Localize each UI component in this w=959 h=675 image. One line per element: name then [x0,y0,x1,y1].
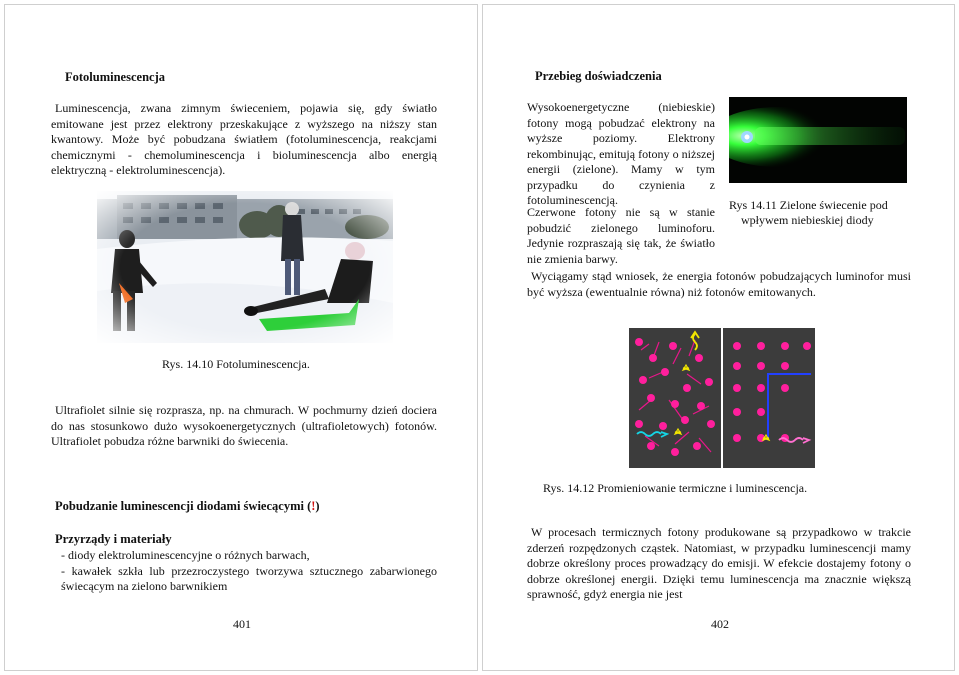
exclamation-mark: ! [311,499,316,513]
led-photo [729,97,907,183]
photo-caption: Rys. 14.10 Fotoluminescencja. [162,357,310,371]
section-heading [55,499,320,514]
sledding-photo [97,191,393,343]
led-caption-line2: wpływem niebieskiej diody [741,213,874,227]
materials-heading: Przyrządy i materiały [55,532,172,546]
materials-item: - diody elektroluminescencyjne o różnych barwach, [61,548,310,562]
section-heading-paren-close: ) [315,499,320,513]
section-heading-paren-open: ( [303,499,312,513]
right-page [482,4,955,671]
led-caption-line1: Rys 14.11 Zielone świecenie pod [729,198,888,212]
right-page-title: Przebieg doświadczenia [535,69,662,83]
page-number-left: 401 [233,617,251,631]
left-page-title: Fotoluminescencja [65,70,165,84]
red-photons-paragraph: Czerwone fotony nie są w stanie pobudzić zielonego luminoforu. Jedynie rozpraszają się tak, że światło nie zmienia barwy. [527,205,715,266]
conclusion-paragraph: Wyciągamy stąd wniosek, że energia fotonów pobudzających luminofor musi być wyższa (ewentualnie równa) niż fotonów emitowanych. [527,269,911,299]
intro-paragraph: Luminescencja, zwana zimnym świeceniem, pojawia się, gdy światło emitowane jest przez elektrony przeskakujące z wyższego na niższy stan kwantowy. Może być pobudzana światłem (fotoluminescencja, reakcjami chemicznymi - chemoluminescencja i bioluminescencja albo energią elektryczną - elektroluminescencja). [51,101,437,177]
diagram-caption: Rys. 14.12 Promieniowanie termiczne i luminescencja. [543,481,808,495]
page-number-right: 402 [711,617,729,631]
luminescence-diagram [723,328,815,468]
left-page [4,4,478,671]
thermal-paragraph: W procesach termicznych fotony produkowane są przypadkowo w trakcie zderzeń rozpędzonych cząstek. Natomiast, w przypadku luminescencji mamy dobrze określony proces prowadzący do emisji. W efekcie dostajemy fotony o dobrze określonej energii. Dzięki temu luminescencja ma znacznie większą sprawność, gdyż energia nie jest [527,525,911,601]
uv-paragraph: Ultrafiolet silnie się rozprasza, np. na chmurach. W pochmurny dzień dociera do nas stosunkowo dużo wysokoenergetycznych (ultrafioletowych) fotonów. Ultrafiolet pobudza różne barwniki do świecenia. [51,403,437,448]
thermal-diagram [629,328,721,468]
section-heading-text: Pobudzanie luminescencji diodami świecącymi [55,499,304,513]
materials-item: - kawałek szkła lub przezroczystego tworzywa sztucznego zabarwionego świecącym na zielono barwnikiem [61,563,437,593]
photoluminescence-paragraph: Wysokoenergetyczne (niebieskie) fotony mogą pobudzać elektrony na wyższe poziomy. Elektrony rekombinując, emitują fotony o niższej energii (zielone). Mamy w tym przypadku do czynienia z fotoluminescencją. [527,100,715,207]
materials-list [61,548,437,595]
